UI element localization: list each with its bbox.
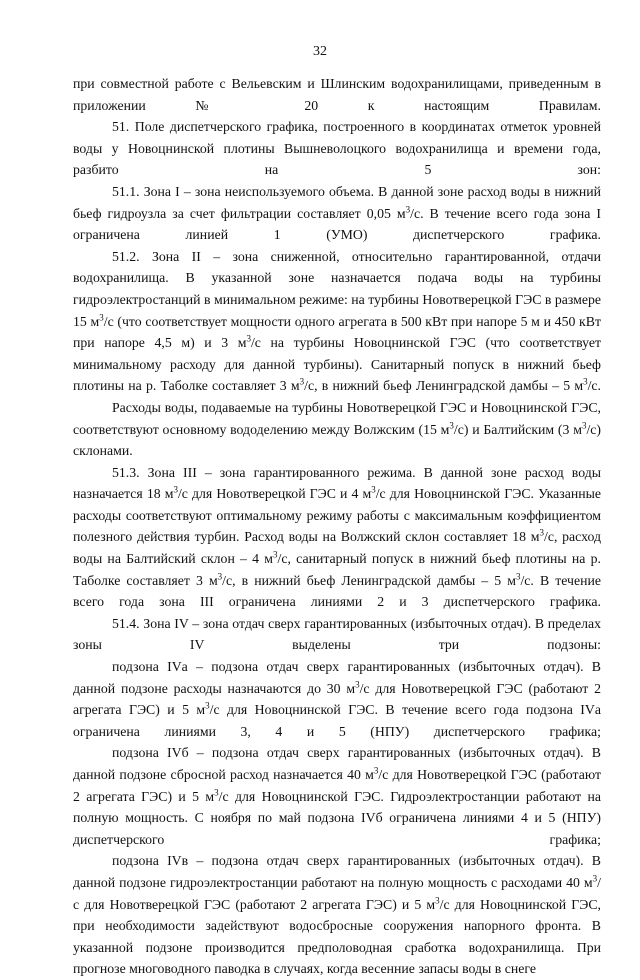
- page-number: 32: [313, 44, 327, 59]
- paragraph: подзона IVа – подзона отдач сверх гарантированных (избыточных отдач). В данной подзоне расходы назначаются до 30 $м^3/с$ для Новотверецкой ГЭС (работают 2 агрегата ГЭС) и 5 $м^3/с$ для Новоцнинской ГЭС. В течение всего года подзона IVа ограничена линиями 3, 4 и 5 (НПУ) диспетчерского графика;: [73, 659, 602, 739]
- paragraph: 51.2. Зона II – зона сниженной, относительно гарантированной, отдачи водохранилища. В указанной зоне назначается подача воды на турбины гидроэлектростанций в минимальном режиме: на турбины Новотверецкой ГЭС в размере 15 $м^3/с$ (что соответствует мощности одного агрегата в 500 кВт при напоре 5 м и 450 кВт при напоре 4,5 м) и 3 $м^3/с$ на турбины Новоцнинской ГЭС (что соответствует минимальному расходу для данной турбины). Санитарный попуск в нижний бьеф плотины на р. Таболке составляет 3 $м^3/с$, в нижний бьеф Ленинградской дамбы – 5 $м^3/с$.: [73, 248, 601, 394]
- paragraph: 51.4. Зона IV – зона отдач сверх гарантированных (избыточных отдач). В пределах зоны IV выделены три подзоны:: [73, 615, 601, 653]
- document-body: [73, 73, 601, 980]
- paragraph: подзона IVв – подзона отдач сверх гарантированных (избыточных отдач). В данной подзоне гидроэлектростанции работают на полную мощность с расходами 40 $м^3/с$ для Новотверецкой ГЭС (работают 2 агрегата ГЭС) и 5 $м^3/с$ для Новоцнинской ГЭС, при необходимости задействуют водосбросные сооружения напорного фронта. В указанной подзоне производится предполоводная сработка водохранилища. При прогнозе многоводного паводка в случаях, когда весенние запасы воды в снеге: [73, 853, 601, 977]
- paragraph: 51.1. Зона I – зона неиспользуемого объема. В данной зоне расход воды в нижний бьеф гидроузла за счет фильтрации составляет 0,05 $м^3/с$. В течение всего года зона I ограничена линией 1 (УМО) диспетчерского графика.: [73, 183, 601, 243]
- paragraph: при совместной работе с Вельевским и Шлинским водохранилищами, приведенным в приложении № 20 к настоящим Правилам.: [73, 76, 601, 113]
- paragraph: Расходы воды, подаваемые на турбины Новотверецкой ГЭС и Новоцнинской ГЭС, соответствуют основному вододелению между Волжским (15 $м^3/с$) и Балтийским (3 $м^3/с$) склонами.: [73, 399, 601, 459]
- paragraph: подзона IVб – подзона отдач сверх гарантированных (избыточных отдач). В данной подзоне сбросной расход назначается 40 $м^3/с$ для Новотверецкой ГЭС (работают 2 агрегата ГЭС) и 5 $м^3/с$ для Новоцнинской ГЭС. Гидроэлектростанции работают на полную мощность. С ноября по май подзона IVб ограничена линиями 4 и 5 (НПУ) диспетчерского графика;: [73, 745, 602, 847]
- paragraph: 51. Поле диспетчерского графика, построенного в координатах отметок уровней воды у Новоцнинской плотины Вышневолоцкого водохранилища и времени года, разбито на 5 зон:: [73, 119, 601, 178]
- paragraph: 51.3. Зона III – зона гарантированного режима. В данной зоне расход воды назначается 18 $м^3/с$ для Новотверецкой ГЭС и 4 $м^3/с$ для Новоцнинской ГЭС. Указанные расходы соответствуют оптимальному режиму работы с максимальным коэффициентом полезного действия турбин. Расход воды на Волжский склон составляет 18 $м^3/с$, расход воды на Балтийский склон – 4 $м^3/с$, санитарный попуск в нижний бьеф плотины на р. Таболке составляет 3 $м^3/с$, в нижний бьеф Ленинградской дамбы – 5 $м^3/с$. В течение всего года зона III ограничена линиями 2 и 3 диспетчерского графика.: [73, 464, 601, 610]
